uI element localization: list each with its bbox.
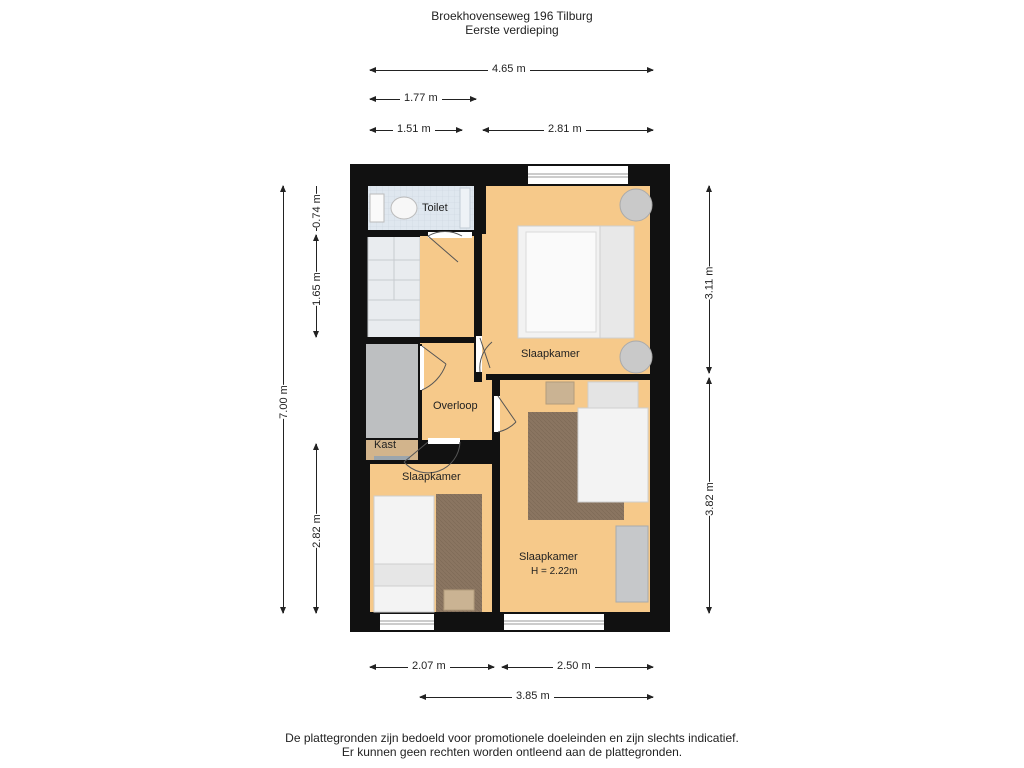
toilet-room <box>368 186 474 233</box>
dimension-label: 3.82 m <box>700 482 720 516</box>
floor-title: Eerste verdieping <box>465 23 559 37</box>
bedroom-top <box>486 186 652 374</box>
dimension-label: 1.65 m <box>307 272 327 306</box>
dimension-label: 1.51 m <box>393 123 435 135</box>
room-label-bedroom-right: Slaapkamer <box>519 551 578 563</box>
disclaimer-line-2: Er kunnen geen rechten worden ontleend aan de plattegronden. <box>341 745 683 759</box>
bedroom-left <box>370 462 494 612</box>
dimension-label: 3.11 m <box>699 267 719 300</box>
address-title: Broekhovenseweg 196 Tilburg <box>431 9 593 23</box>
dimension-label: 4.65 m <box>488 63 530 75</box>
dimension-label: 1.77 m <box>400 92 442 104</box>
room-label-closet: Kast <box>374 439 397 451</box>
bedroom-right <box>500 380 650 612</box>
room-height-label: H = 2.22m <box>531 566 578 577</box>
dimension-label: 3.85 m <box>512 690 554 702</box>
room-label-toilet: Toilet <box>422 202 448 214</box>
dimension-label: 0.74 m <box>307 194 327 228</box>
room-label-landing: Overloop <box>433 400 478 412</box>
dimension-label: 2.81 m <box>544 123 586 135</box>
dimension-label: 2.50 m <box>553 660 595 672</box>
room-label-bedroom-top: Slaapkamer <box>521 348 580 360</box>
dimension-label: 2.07 m <box>408 660 450 672</box>
dimension-label: 7.00 m <box>274 385 294 419</box>
disclaimer-line-1: De plattegronden zijn bedoeld voor promotionele doeleinden en zijn slechts indicatief. <box>285 731 739 745</box>
dimension-label: 2.82 m <box>307 514 327 548</box>
staircase <box>368 237 420 337</box>
floor-plan <box>340 160 680 640</box>
room-label-bedroom-left: Slaapkamer <box>402 471 461 483</box>
